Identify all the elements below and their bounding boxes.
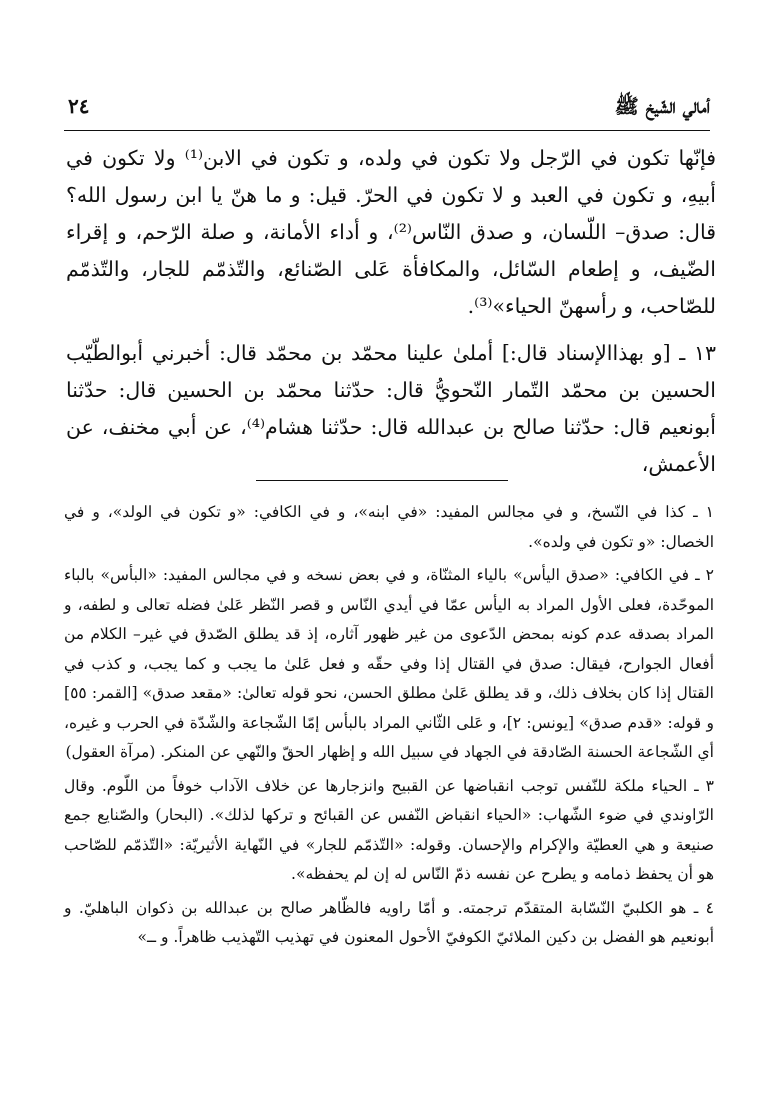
main-text xyxy=(66,140,716,483)
footnote: ١ ـ كذا في النّسخ، و في مجالس المفيد: «في ابنه»، و في الكافي: «و تكون في الولد»، و في الخصال: «و تكون في ولده». xyxy=(64,503,714,551)
page-number: ٢٤ xyxy=(68,94,90,118)
footnote: ٤ ـ هو الكلبيّ النّسّابة المتقدّم ترجمته. و أمّا راويه فالظّاهر صالح بن عبدالله بن ذكوان الباهليّ. و أبونعيم هو الفضل بن دكين الملائيّ الكوفيّ الأحول المعنون في تهذيب التّهذيب ظاهراً. و ــ» xyxy=(64,898,714,946)
footnote: ٣ ـ الحياء ملكة للنّفس توجب انقباضها عن القبيح وانزجارها عن خلاف الآداب خوفاً من اللّوم. وقال الرّاوندي في ضوء الشّهاب: «الحياء انقباض النّفس عن القبائح و تركها لذلك». (البحار) والصّنايع جمع صنيعة و هي العطيّة والإكرام والإحسان. وقوله: «التّذمّم للجار» في النّهاية الأثيريّة: «التّذمّم للصّاحب هو أن يحفظ ذمامه و يطرح عن نفسه ذمّ النّاس له إن لم يحفظه». xyxy=(64,776,714,883)
footnote: ٢ ـ في الكافي: «صدق اليأس» بالياء المثنّاة، و في بعض نسخه و في مجالس المفيد: «البأس» بالباء الموحّدة، فعلى الأول المراد به اليأس عمّا في أيدي النّاس و قصر النّظر عَلىٰ فضله تعالى و لطفه، و المراد بصدقه عدم كونه بمحض الدّعوى من غير ظهور آثاره، إذ قد يطلق الصّدق في غير– الكلام من أفعال الجوارح، فيقال: صدق في القتال إذا وفي حقّه و فعل عَلىٰ ما يجب و كما يجب، و كذب في القتال إذا كان بخلاف ذلك، و قد يطلق عَلىٰ مطلق الحسن، نحو قوله تعالىٰ: «مقعد صدق» [القمر: ٥٥] و قوله: «قدم صدق» [يونس: ٢]، و عَلى الثّاني المراد بالبأس إمّا الشّجاعة والشّدّة في الحرب و غيره، أي الشّجاعة الحسنة الصّادقة في الجهاد في سبيل الله و إظهار الحقّ والنّهي عن المنكر. (مرآة العقول) xyxy=(64,566,714,761)
footnotes xyxy=(64,498,714,953)
page-header xyxy=(64,86,710,131)
main-paragraph: فإنّها تكون في الرّجل ولا تكون في ولده، و تكون في الابن⁽¹⁾ ولا تكون في أبيهِ، و تكون في العبد و لا تكون في الحرّ. قيل: و ما هنّ يا ابن رسول الله؟ قال: صدق– اللّسان، و صدق النّاس⁽²⁾، و أداء الأمانة، و صلة الرّحم، و إقراء الضّيف، و إطعام السّائل، والمكافأة عَلى الصّنائع، والتّذمّم للجار، والتّذمّم للصّاحب، و رأسهنّ الحياء»⁽³⁾. xyxy=(66,146,717,318)
footnote-divider xyxy=(256,480,508,481)
running-title: أمالي الشّيخ ﷺ xyxy=(614,94,710,118)
main-paragraph: ١٣ ـ [و بهذاالإسناد قال:] أملىٰ علينا محمّد بن محمّد قال: أخبرني أبوالطّيّب الحسين بن محمّد التّمار النّحويُّ قال: حدّثنا محمّد بن الحسين قال: حدّثنا أبونعيم قال: حدّثنا صالح بن عبدالله قال: حدّثنا هشام⁽⁴⁾، عن أبي مخنف، عن الأعمش، xyxy=(66,341,717,476)
